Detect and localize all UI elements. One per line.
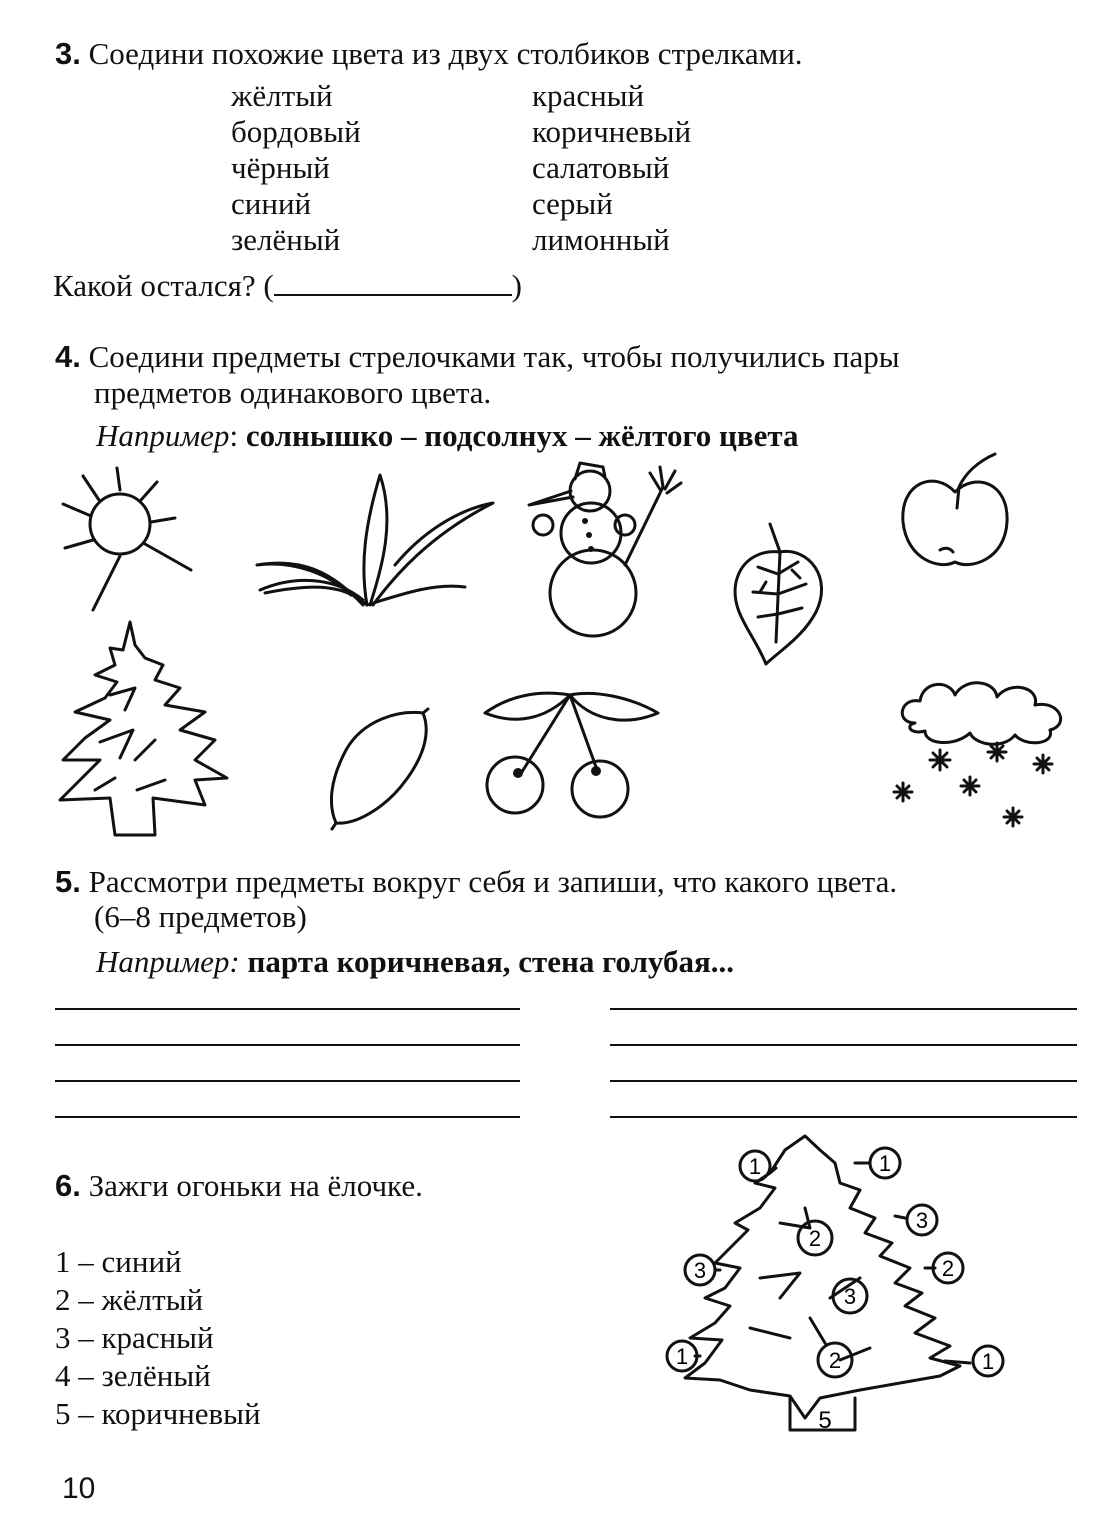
left-color-word[interactable]: жёлтый — [231, 78, 333, 113]
task3-question-end: ) — [511, 268, 522, 303]
tree-trunk-mark[interactable]: 5 — [818, 1407, 832, 1434]
tree-light-4[interactable] — [798, 1221, 832, 1255]
right-color-word[interactable]: серый — [532, 186, 613, 221]
svg-text:1: 1 — [675, 1344, 689, 1369]
cherries-picture[interactable] — [480, 685, 660, 820]
task4-line1: Соедини предметы стрелочками так, чтобы получились пары — [88, 339, 900, 374]
tree-light-7[interactable] — [833, 1279, 867, 1313]
svg-text:2: 2 — [828, 1348, 842, 1373]
left-color-word[interactable]: чёрный — [231, 150, 330, 185]
answer-line-left-3[interactable] — [55, 1080, 520, 1082]
tree-light-1[interactable] — [740, 1151, 770, 1181]
task5-heading — [55, 864, 897, 900]
task4-number: 4. — [55, 339, 81, 374]
tree-light-10[interactable] — [973, 1346, 1003, 1376]
task4-example-label: Например — [96, 418, 230, 453]
legend-item: 5 – коричневый — [55, 1396, 261, 1431]
left-color-word[interactable]: зелёный — [231, 222, 341, 257]
answer-line-right-1[interactable] — [610, 1008, 1077, 1010]
task4-example-colon: : — [229, 418, 239, 453]
task4-example-text: солнышко – подсолнух – жёлтого цвета — [245, 418, 799, 453]
snow-cloud-picture[interactable] — [885, 675, 1080, 835]
snowflake-icon — [1034, 755, 1052, 773]
snowflake-icon — [930, 750, 950, 770]
task6-text: Зажги огоньки на ёлочке. — [88, 1168, 423, 1203]
answer-line-right-4[interactable] — [610, 1116, 1077, 1118]
task5-example-label: Например: — [96, 944, 240, 979]
sunflower-leaves-picture[interactable] — [255, 465, 500, 610]
task3-text: Соедини похожие цвета из двух столбиков стрелками. — [88, 36, 803, 71]
leaf-picture[interactable] — [728, 522, 833, 667]
snowflake-icon — [988, 743, 1006, 761]
task5-example — [96, 944, 734, 980]
task4-line2: предметов одинакового цвета. — [94, 375, 492, 410]
answer-line-left-4[interactable] — [55, 1116, 520, 1118]
svg-text:1: 1 — [878, 1151, 892, 1176]
task5-example-text: парта коричневая, стена голубая... — [247, 944, 734, 979]
right-color-word[interactable]: лимонный — [532, 222, 670, 257]
svg-text:3: 3 — [693, 1258, 707, 1283]
snowflake-icon — [961, 777, 979, 795]
sun-picture[interactable] — [55, 460, 205, 620]
answer-line-right-3[interactable] — [610, 1080, 1077, 1082]
svg-text:1: 1 — [981, 1349, 995, 1374]
answer-line-left-1[interactable] — [55, 1008, 520, 1010]
tree-light-9[interactable] — [818, 1343, 852, 1377]
task4-example — [96, 418, 798, 454]
legend-item: 1 – синий — [55, 1244, 182, 1279]
svg-text:2: 2 — [808, 1226, 822, 1251]
answer-line-right-2[interactable] — [610, 1044, 1077, 1046]
task3-question — [53, 268, 522, 304]
right-color-word[interactable]: коричневый — [532, 114, 692, 149]
svg-text:3: 3 — [915, 1208, 929, 1233]
snowflake-icon — [894, 783, 912, 801]
task3-right-column — [532, 78, 691, 258]
task3-question-text: Какой остался? ( — [53, 268, 274, 303]
right-color-word[interactable]: салатовый — [532, 150, 670, 185]
task5-line1: Рассмотри предметы вокруг себя и запиши, что какого цвета. — [88, 864, 898, 899]
page-number: 10 — [62, 1472, 96, 1505]
christmas-tree-picture[interactable] — [660, 1128, 1020, 1463]
task6-legend — [55, 1243, 261, 1433]
task4-heading — [55, 339, 900, 375]
tree-light-8[interactable] — [667, 1341, 697, 1371]
task3-heading — [55, 36, 803, 72]
task6-heading — [55, 1168, 423, 1204]
tree-light-6[interactable] — [933, 1253, 963, 1283]
legend-item: 4 – зелёный — [55, 1358, 211, 1393]
task6-number: 6. — [55, 1168, 81, 1203]
task3-answer-blank[interactable] — [274, 268, 512, 296]
svg-text:3: 3 — [843, 1284, 857, 1309]
snowman-picture[interactable] — [525, 455, 690, 640]
snowflake-icon — [1004, 808, 1022, 826]
tree-light-2[interactable] — [870, 1148, 900, 1178]
svg-text:2: 2 — [941, 1256, 955, 1281]
lemon-picture[interactable] — [328, 705, 433, 830]
tree-light-3[interactable] — [907, 1205, 937, 1235]
task3-left-column — [231, 78, 361, 258]
task5-line2: (6–8 предметов) — [94, 899, 307, 934]
legend-item: 3 – красный — [55, 1320, 214, 1355]
legend-item: 2 – жёлтый — [55, 1282, 204, 1317]
task5-number: 5. — [55, 864, 81, 899]
tree-light-5[interactable] — [685, 1255, 715, 1285]
left-color-word[interactable]: синий — [231, 186, 312, 221]
task3-number: 3. — [55, 36, 81, 71]
apple-picture[interactable] — [895, 452, 1015, 577]
svg-text:1: 1 — [748, 1154, 762, 1179]
answer-line-left-2[interactable] — [55, 1044, 520, 1046]
right-color-word[interactable]: красный — [532, 78, 645, 113]
left-color-word[interactable]: бордовый — [231, 114, 361, 149]
fir-tree-picture[interactable] — [55, 620, 235, 838]
